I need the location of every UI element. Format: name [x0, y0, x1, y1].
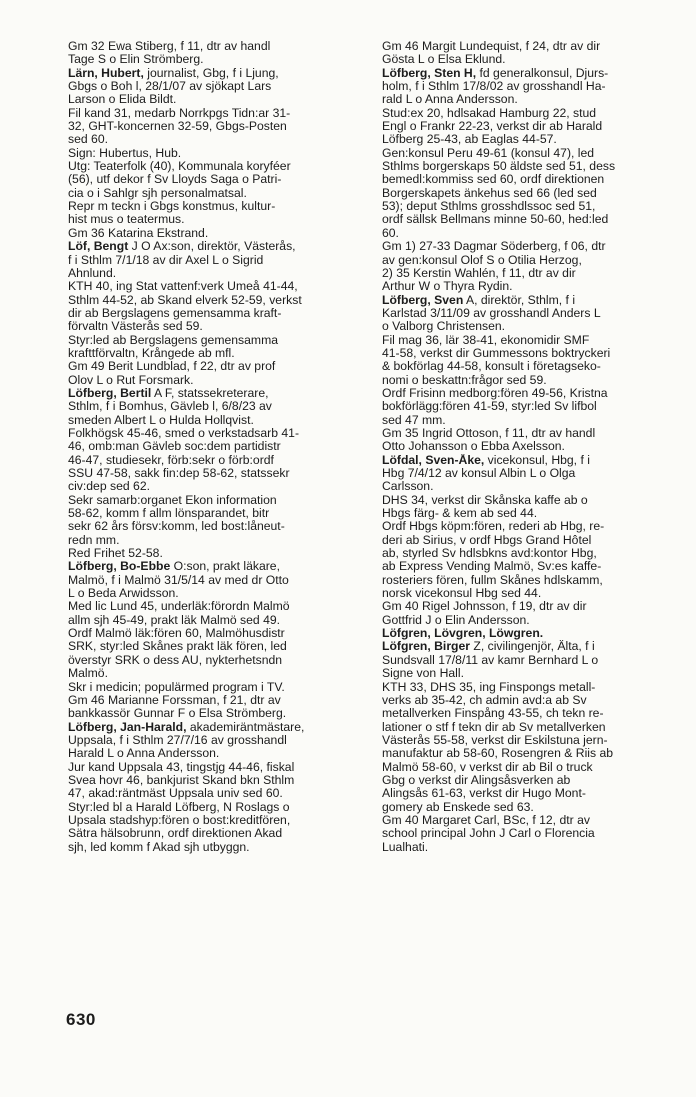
text-line — [382, 307, 674, 320]
text-line — [382, 67, 674, 80]
text-line — [68, 627, 365, 640]
entry-text: O:son, prakt läkare, — [170, 560, 280, 574]
text-line — [68, 467, 365, 480]
text-line — [68, 320, 365, 333]
text-line — [382, 133, 674, 146]
entry-heading: Löf, Bengt — [68, 240, 129, 254]
entry-text: 58-62, komm f allm lönsparandet, bitr — [68, 507, 270, 521]
text-line — [382, 93, 674, 106]
text-line — [382, 547, 674, 560]
entry-text: Gen:konsul Peru 49-61 (konsul 47), led — [382, 146, 595, 160]
entry-text: krafttförvaltn, Krångede ab mfl. — [68, 346, 235, 360]
entry-text: Otto Johansson o Ebba Axelsson. — [382, 440, 565, 454]
entry-text: 41-58, verkst dir Gummessons boktryckeri — [382, 346, 611, 360]
text-line — [68, 387, 365, 400]
entry-text: KTH 33, DHS 35, ing Finspongs metall- — [382, 680, 596, 694]
entry-heading: Löfdal, Sven-Åke, — [382, 453, 485, 467]
text-line — [68, 200, 365, 213]
entry-text: Gm 46 Marianne Forssman, f 21, dtr av — [68, 693, 281, 707]
entry-heading: Löfgren, Lövgren, Löwgren. — [382, 627, 544, 641]
entry-text: förvaltn Västerås sed 59. — [68, 320, 203, 334]
text-line — [68, 734, 365, 747]
entry-text: KTH 40, ing Stat vattenf:verk Umeå 41-44, — [68, 280, 298, 294]
text-line — [382, 534, 674, 547]
entry-text: Borgerskapets änkehus sed 66 (led sed — [382, 186, 597, 200]
text-line — [68, 574, 365, 587]
text-line — [68, 747, 365, 760]
page-number: 630 — [66, 1010, 96, 1029]
text-line — [68, 173, 365, 186]
entry-text: verks ab 35-42, ch admin avd:a ab Sv — [382, 693, 587, 707]
text-line — [68, 667, 365, 680]
entry-text: ab Express Vending Malmö, Sv:es kaffe- — [382, 560, 602, 574]
text-line — [68, 587, 365, 600]
text-line — [68, 640, 365, 653]
text-line — [382, 587, 674, 600]
entry-text: Carlsson. — [382, 480, 434, 494]
entry-text: Sthlms borgerskaps 50 äldste sed 51, dess — [382, 160, 616, 174]
text-line — [68, 400, 365, 413]
text-line — [382, 827, 674, 840]
text-line — [382, 227, 674, 240]
entry-text: ab, styrled Sv hdlsbkns avd:kontor Hbg, — [382, 547, 597, 561]
entry-text: Repr m teckn i Gbgs konstmus, kultur- — [68, 200, 276, 214]
entry-text: Löfberg 25-43, ab Eaglas 44-57. — [382, 133, 557, 147]
text-line — [382, 160, 674, 173]
text-line — [382, 654, 674, 667]
text-line — [382, 294, 674, 307]
entry-text: Fil kand 31, medarb Norrkpgs Tidn:ar 31- — [68, 106, 291, 120]
entry-text: Gm 46 Margit Lundequist, f 24, dtr av dir — [382, 40, 601, 53]
text-line — [382, 240, 674, 253]
text-line — [382, 627, 674, 640]
entry-text: sekr 62 års försv:komm, led bost:låneut- — [68, 520, 285, 534]
entry-text: L o Beda Arwidsson. — [68, 587, 179, 601]
text-line — [382, 213, 674, 226]
text-line — [68, 774, 365, 787]
text-line — [68, 80, 365, 93]
text-line — [68, 547, 365, 560]
entry-text: holm, f i Sthlm 17/8/02 av grosshandl Ha- — [382, 80, 606, 94]
right-column — [382, 40, 674, 854]
entry-text: hist mus o teatermus. — [68, 213, 185, 227]
text-line — [68, 120, 365, 133]
text-line — [68, 107, 365, 120]
entry-text: redn mm. — [68, 533, 120, 547]
entry-text: Ordf Frisinn medborg:fören 49-56, Kristna — [382, 386, 608, 400]
text-line — [68, 280, 365, 293]
entry-text: Skr i medicin; populärmed program i TV. — [68, 680, 285, 694]
entry-text: Upsala stadshyp:fören o bost:kreditfören, — [68, 813, 291, 827]
entry-text: Sätra hälsobrunn, ordf direktionen Akad — [68, 827, 283, 841]
entry-text: sed 60. — [68, 133, 108, 147]
text-line — [382, 387, 674, 400]
text-line — [382, 454, 674, 467]
entry-text: Signe von Hall. — [382, 667, 464, 681]
text-line — [382, 147, 674, 160]
entry-text: Malmö, f i Malmö 31/5/14 av med dr Otto — [68, 573, 289, 587]
text-line — [68, 560, 365, 573]
text-line — [382, 694, 674, 707]
entry-heading: Löfberg, Bertil — [68, 386, 152, 400]
text-line — [68, 93, 365, 106]
entry-text: civ:dep sed 62. — [68, 480, 150, 494]
text-line — [68, 347, 365, 360]
entry-text: A, direktör, Sthlm, f i — [463, 293, 576, 307]
entry-text: 46, omb:man Gävleb soc:dem partidistr — [68, 440, 281, 454]
entry-text: Z, civilingenjör, Älta, f i — [470, 640, 595, 654]
entry-text: Hbgs färg- & kem ab sed 44. — [382, 507, 538, 521]
left-column — [68, 40, 365, 854]
text-line — [68, 360, 365, 373]
text-line — [68, 147, 365, 160]
entry-text: Gm 36 Katarina Ekstrand. — [68, 226, 209, 240]
entry-text: Uppsala, f i Sthlm 27/7/16 av grosshandl — [68, 733, 287, 747]
entry-text: ordf sällsk Bellmans minne 50-60, hed:led — [382, 213, 609, 227]
entry-text: Stud:ex 20, hdlsakad Hamburg 22, stud — [382, 106, 597, 120]
text-line — [382, 841, 674, 854]
text-line — [382, 400, 674, 413]
entry-text: av gen:konsul Olof S o Otilia Herzog, — [382, 253, 582, 267]
entry-text: Sthlm, f i Bomhus, Gävleb l, 6/8/23 av — [68, 400, 272, 414]
text-line — [68, 600, 365, 613]
text-line — [382, 173, 674, 186]
entry-text: metallverken Finspång 43-55, ch tekn re- — [382, 707, 604, 721]
entry-text: Sundsvall 17/8/11 av kamr Bernhard L o — [382, 653, 599, 667]
text-line — [382, 254, 674, 267]
entry-text: Tage S o Elin Strömberg. — [68, 53, 204, 67]
text-line — [68, 814, 365, 827]
entry-text: överstyr SRK o dess AU, nykterhetsndn — [68, 653, 283, 667]
entry-text: Red Frihet 52-58. — [68, 547, 163, 561]
text-line — [382, 320, 674, 333]
entry-text: & bokförlag 44-58, konsult i företagseko- — [382, 360, 601, 374]
text-line — [68, 534, 365, 547]
entry-text: sed 47 mm. — [382, 413, 446, 427]
entry-text: Ahnlund. — [68, 266, 117, 280]
text-line — [382, 280, 674, 293]
entry-text: Sthlm 44-52, ab Skand elverk 52-59, verkst — [68, 293, 302, 307]
entry-text: 32, GHT-koncernen 32-59, Gbgs-Posten — [68, 120, 287, 134]
entry-text: Gm 49 Berit Lundblad, f 22, dtr av prof — [68, 360, 276, 374]
entry-text: smeden Albert L o Hulda Hollqvist. — [68, 413, 254, 427]
entry-text: manufaktur ab 58-60, Rosengren & Riis ab — [382, 747, 614, 761]
text-line — [382, 747, 674, 760]
text-line — [382, 600, 674, 613]
entry-text: Gbgs o Boh l, 28/1/07 av sjökapt Lars — [68, 80, 272, 94]
entry-text: norsk vicekonsul Hbg sed 44. — [382, 587, 542, 601]
text-line — [68, 454, 365, 467]
text-line — [68, 761, 365, 774]
text-line — [68, 414, 365, 427]
entry-text: rald L o Anna Andersson. — [382, 93, 518, 107]
text-line — [68, 240, 365, 253]
text-line — [68, 801, 365, 814]
entry-text: Sekr samarb:organet Ekon information — [68, 493, 277, 507]
entry-text: o Valborg Christensen. — [382, 320, 506, 334]
entry-text: Styr:led bl a Harald Löfberg, N Roslags o — [68, 800, 290, 814]
text-line — [382, 614, 674, 627]
entry-text: Västerås 55-58, verkst dir Eskilstuna jern- — [382, 733, 608, 747]
entry-heading: Löfberg, Jan-Harald, — [68, 720, 187, 734]
text-line — [382, 707, 674, 720]
text-line — [68, 787, 365, 800]
entry-text: (56), utf dekor f Sv Lloyds Saga o Patri- — [68, 173, 282, 187]
text-line — [68, 520, 365, 533]
entry-text: DHS 34, verkst dir Skånska kaffe ab o — [382, 493, 588, 507]
entry-text: Folkhögsk 45-46, smed o verkstadsarb 41- — [68, 426, 299, 440]
text-line — [382, 374, 674, 387]
text-line — [68, 694, 365, 707]
entry-text: Fil mag 36, lär 38-41, ekonomidir SMF — [382, 333, 590, 347]
entry-text: A F, statssekreterare, — [151, 386, 269, 400]
entry-text: Gm 32 Ewa Stiberg, f 11, dtr av handl — [68, 40, 271, 53]
entry-text: Utg: Teaterfolk (40), Kommunala koryféer — [68, 160, 291, 174]
entry-text: dir ab Bergslagens gemensamma kraft- — [68, 306, 282, 320]
entry-text: 53); deput Sthlms grosshdlssoc sed 51, — [382, 200, 596, 214]
entry-text: nomi o beskattn:frågor sed 59. — [382, 373, 547, 387]
text-line — [68, 187, 365, 200]
text-line — [68, 654, 365, 667]
text-line — [382, 494, 674, 507]
entry-text: Jur kand Uppsala 43, tingstjg 44-46, fiskal — [68, 760, 295, 774]
text-line — [68, 427, 365, 440]
entry-text: Gm 1) 27-33 Dagmar Söderberg, f 06, dtr — [382, 240, 606, 254]
entry-text: Engl o Frankr 22-23, verkst dir ab Harald — [382, 120, 603, 134]
entry-text: 47, akad:räntmäst Uppsala univ sed 60. — [68, 787, 283, 801]
entry-text: Ordf Hbgs köpm:fören, rederi ab Hbg, re- — [382, 520, 605, 534]
entry-text: Karlstad 3/11/09 av grosshandl Anders L — [382, 306, 601, 320]
entry-text: Med lic Lund 45, underläk:förordn Malmö — [68, 600, 290, 614]
text-line — [382, 120, 674, 133]
entry-text: Alingsås 61-63, verkst dir Hugo Mont- — [382, 787, 586, 801]
text-line — [68, 480, 365, 493]
entry-text: akademiräntmästare, — [186, 720, 305, 734]
entry-text: lationer o stf f tekn dir ab Sv metallverken — [382, 720, 606, 734]
entry-text: gomery ab Enskede sed 63. — [382, 800, 534, 814]
entry-text: rosteriers fören, fullm Skånes hdlskamm, — [382, 573, 603, 587]
entry-heading: Löfberg, Sten H, — [382, 66, 477, 80]
text-line — [382, 53, 674, 66]
text-line — [68, 440, 365, 453]
entry-heading: Löfberg, Bo-Ebbe — [68, 560, 171, 574]
text-line — [68, 160, 365, 173]
text-line — [68, 227, 365, 240]
text-line — [382, 787, 674, 800]
text-line — [382, 414, 674, 427]
text-line — [382, 774, 674, 787]
entry-text: 46-47, studiesekr, förb:sekr o förb:ordf — [68, 453, 274, 467]
text-line — [382, 40, 674, 53]
entry-text: Gbg o verkst dir Alingsåsverken ab — [382, 773, 571, 787]
entry-text: bemedl:kommiss sed 60, ordf direktionen — [382, 173, 605, 187]
text-line — [68, 40, 365, 53]
text-line — [68, 254, 365, 267]
text-line — [382, 734, 674, 747]
text-line — [68, 681, 365, 694]
entry-text: deri ab Sirius, v ordf Hbgs Grand Hôtel — [382, 533, 592, 547]
entry-text: Gm 40 Margaret Carl, BSc, f 12, dtr av — [382, 813, 590, 827]
text-line — [382, 681, 674, 694]
entry-text: SSU 47-58, sakk fin:dep 58-62, statssekr — [68, 467, 290, 480]
text-line — [382, 721, 674, 734]
entry-text: Harald L o Anna Andersson. — [68, 747, 220, 761]
entry-text: SRK, styr:led Skånes prakt läk fören, led — [68, 640, 287, 654]
entry-text: Arthur W o Thyra Rydin. — [382, 280, 513, 294]
entry-text: school principal John J Carl o Florencia — [382, 827, 595, 841]
entry-text: Olov L o Rut Forsmark. — [68, 373, 194, 387]
text-line — [382, 427, 674, 440]
text-line — [382, 560, 674, 573]
entry-text: cia o i Sahlgr sjh personalmatsal. — [68, 186, 247, 200]
text-line — [382, 640, 674, 653]
entry-text: Gm 35 Ingrid Ottoson, f 11, dtr av handl — [382, 426, 596, 440]
text-line — [382, 347, 674, 360]
text-line — [68, 213, 365, 226]
entry-text: bankkassör Gunnar F o Elsa Strömberg. — [68, 707, 287, 721]
entry-heading: Löfgren, Birger — [382, 640, 471, 654]
entry-text: bokförlägg:fören 41-59, styr:led Sv lifbol — [382, 400, 597, 414]
entry-text: f i Sthlm 7/1/18 av dir Axel L o Sigrid — [68, 253, 264, 267]
text-line — [382, 667, 674, 680]
text-line — [68, 721, 365, 734]
text-line — [68, 827, 365, 840]
text-line — [68, 494, 365, 507]
entry-text: Hbg 7/4/12 av konsul Albin L o Olga — [382, 467, 576, 480]
entry-text: Gm 40 Rigel Johnsson, f 19, dtr av dir — [382, 600, 587, 614]
entry-text: 2) 35 Kerstin Wahlén, f 11, dtr av dir — [382, 266, 576, 280]
text-line — [382, 187, 674, 200]
entry-text: Ordf Malmö läk:fören 60, Malmöhusdistr — [68, 627, 285, 641]
text-line — [382, 480, 674, 493]
text-line — [68, 507, 365, 520]
entry-text: Larson o Elida Bildt. — [68, 93, 177, 107]
entry-text: Svea hovr 46, bankjurist Skand bkn Sthlm — [68, 773, 295, 787]
text-line — [68, 841, 365, 854]
entry-text: sjh, led komm f Akad sjh utbyggn. — [68, 840, 250, 854]
text-line — [382, 200, 674, 213]
text-line — [382, 574, 674, 587]
entry-text: 60. — [382, 226, 399, 240]
text-line — [68, 133, 365, 146]
entry-text: Malmö. — [68, 667, 108, 681]
text-line — [382, 80, 674, 93]
entry-text: J O Ax:son, direktör, Västerås, — [128, 240, 296, 254]
text-line — [382, 801, 674, 814]
entry-text: Malmö 58-60, v verkst dir ab Bil o truck — [382, 760, 593, 774]
entry-text: journalist, Gbg, f i Ljung, — [143, 66, 279, 80]
entry-heading: Lärn, Hubert, — [68, 66, 144, 80]
text-line — [382, 107, 674, 120]
text-line — [382, 334, 674, 347]
entry-heading: Löfberg, Sven — [382, 293, 464, 307]
text-line — [382, 520, 674, 533]
text-line — [382, 440, 674, 453]
text-line — [382, 814, 674, 827]
text-line — [68, 707, 365, 720]
entry-text: vicekonsul, Hbg, f i — [484, 453, 590, 467]
text-line — [68, 307, 365, 320]
entry-text: Sign: Hubertus, Hub. — [68, 146, 182, 160]
text-line — [382, 761, 674, 774]
text-line — [68, 374, 365, 387]
text-line — [68, 53, 365, 66]
text-line — [68, 294, 365, 307]
entry-text: Lualhati. — [382, 840, 429, 854]
entry-text: Styr:led ab Bergslagens gemensamma — [68, 333, 279, 347]
text-line — [68, 614, 365, 627]
text-line — [68, 67, 365, 80]
text-line — [68, 267, 365, 280]
entry-text: fd generalkonsul, Djurs- — [476, 66, 609, 80]
text-line — [382, 507, 674, 520]
text-line — [382, 360, 674, 373]
entry-text: Gottfrid J o Elin Andersson. — [382, 613, 530, 627]
entry-text: allm sjh 45-49, prakt läk Malmö sed 49. — [68, 613, 281, 627]
text-line — [382, 267, 674, 280]
text-line — [382, 467, 674, 480]
text-line — [68, 334, 365, 347]
entry-text: Gösta L o Elsa Eklund. — [382, 53, 506, 67]
